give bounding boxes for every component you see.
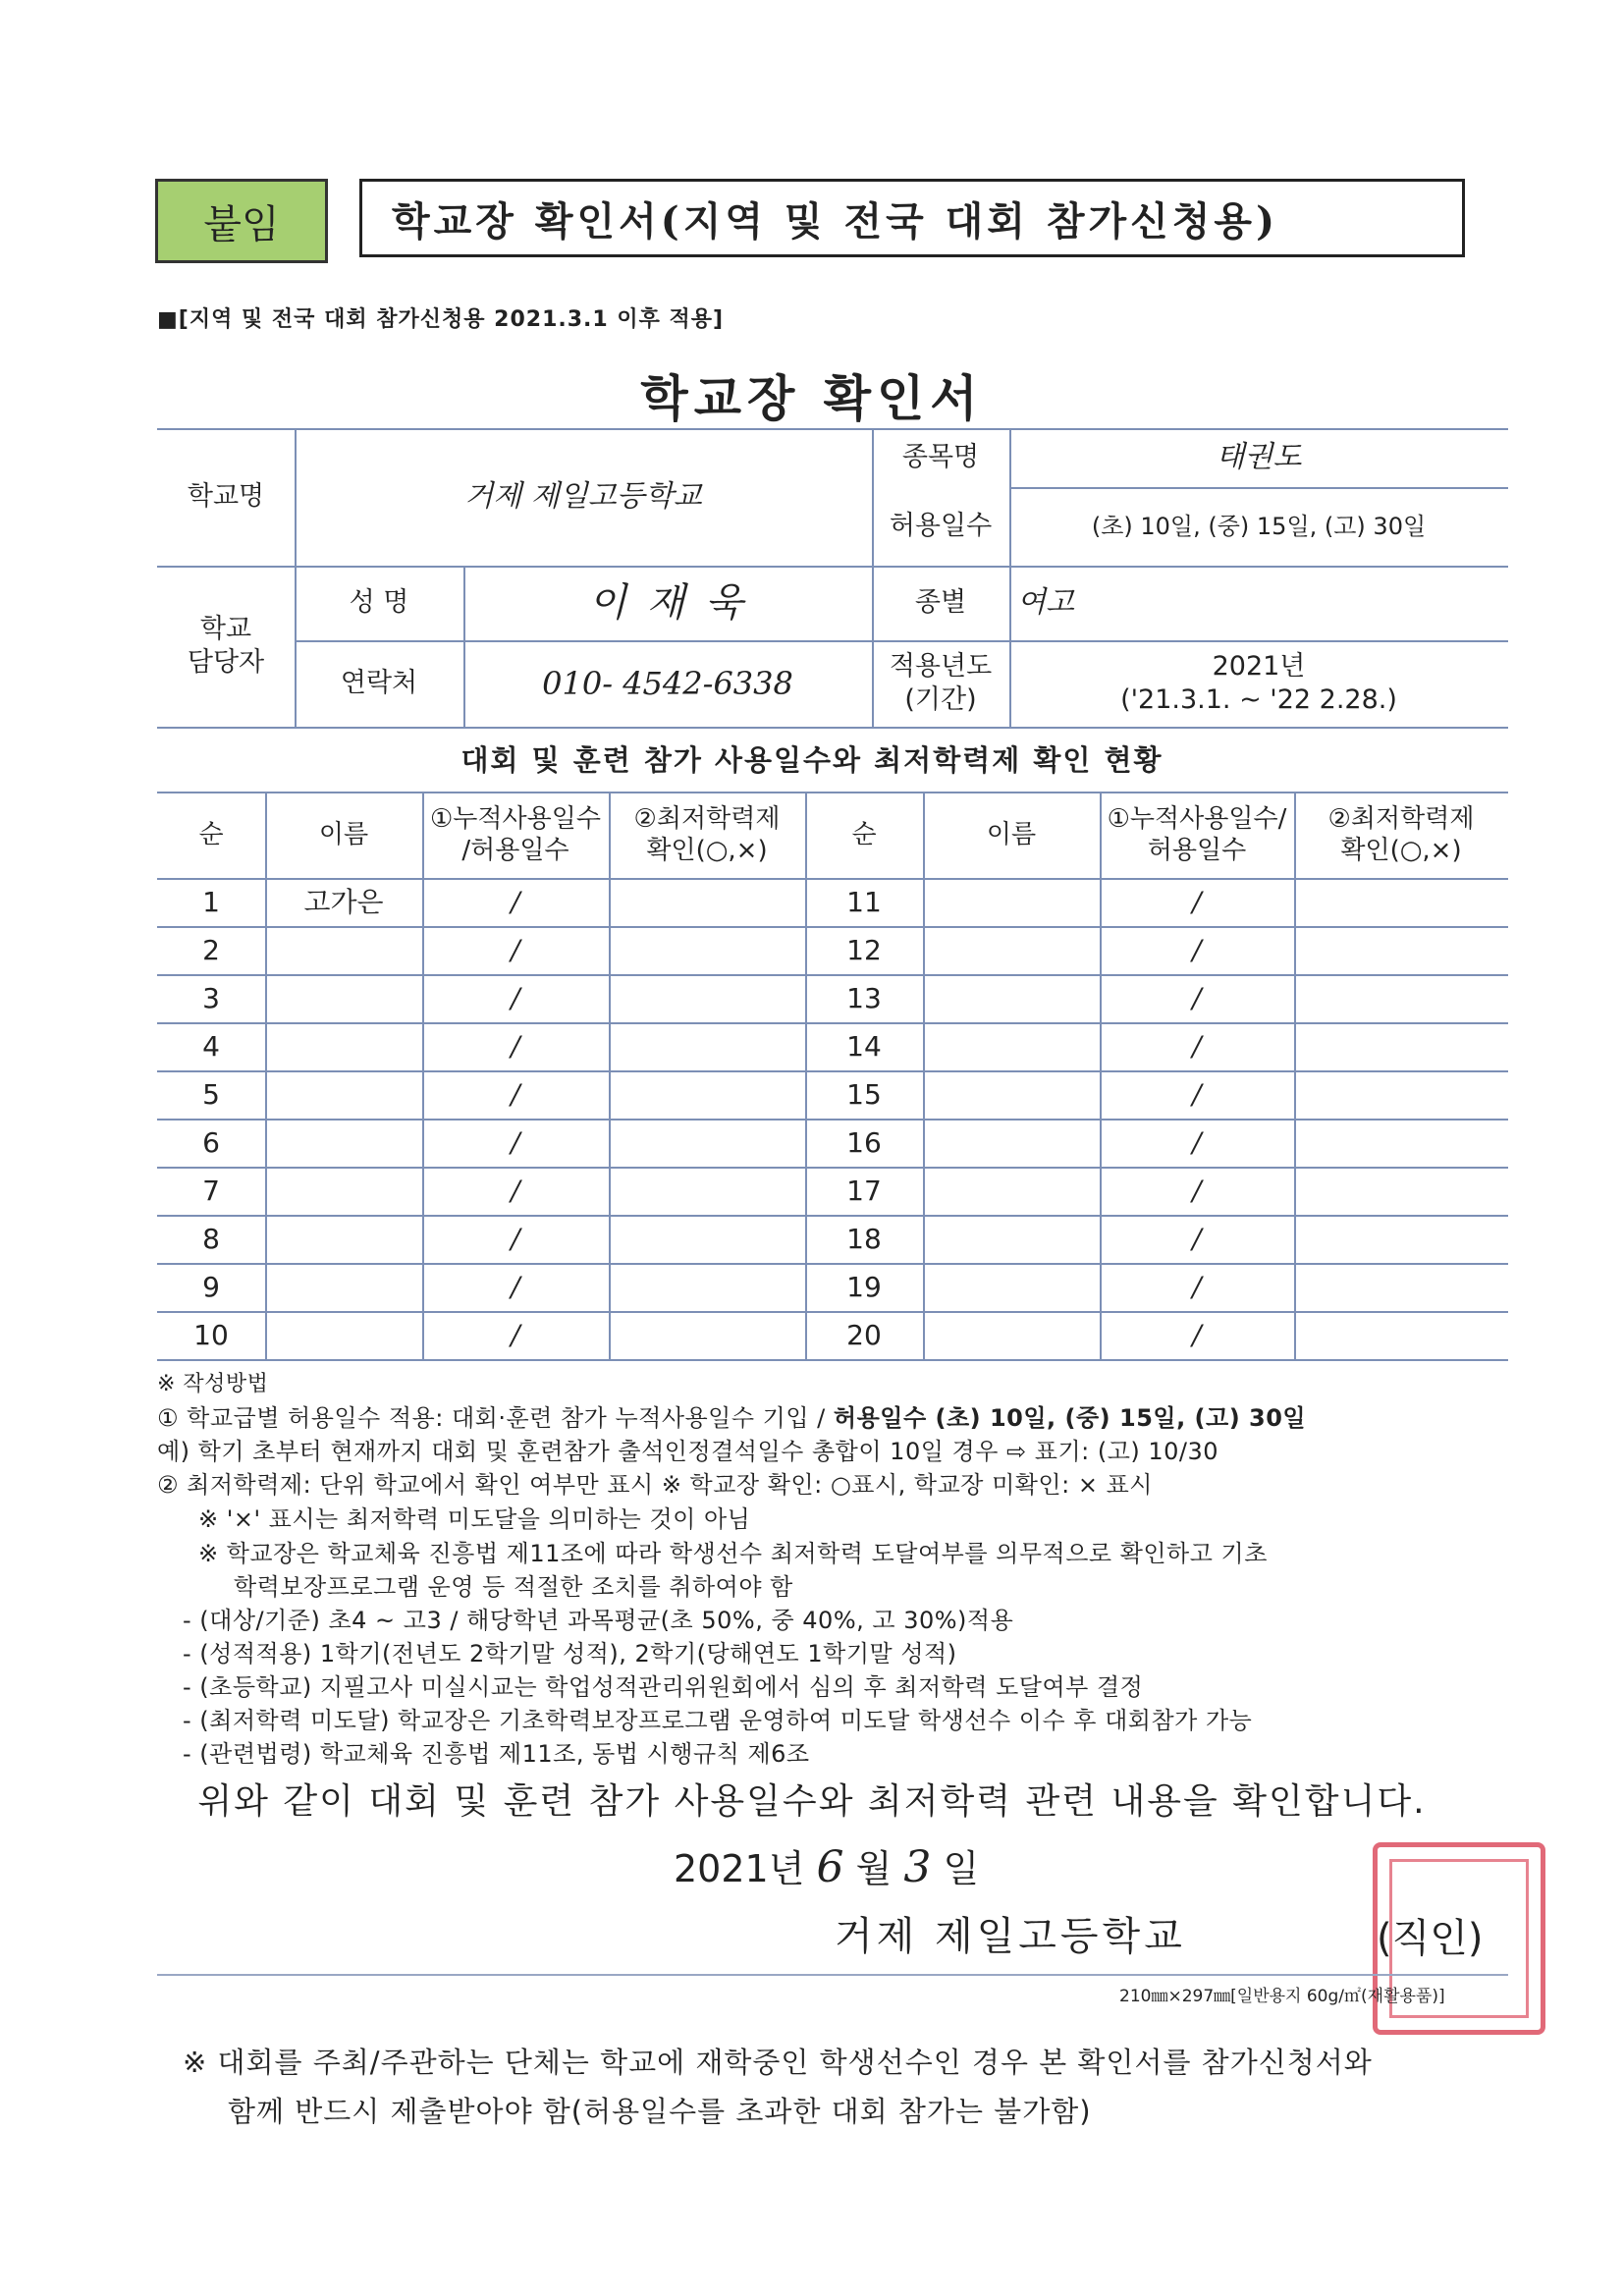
table-header-cell: 이름 [986,819,1037,849]
table-cell-name [265,1167,422,1215]
seal-label: (직인) [1377,1916,1484,1961]
table-cell-check2 [1294,1119,1508,1167]
instruction-line: ① 학교급별 허용일수 적용: 대회·훈련 참가 누적사용일수 기입 / 허용일수 (초) 10일, (중) 15일, (고) 30일 [157,1404,1307,1432]
instruction-line: - (관련법령) 학교체육 진흥법 제11조, 동법 시행규칙 제6조 [183,1740,810,1768]
instruction-line: - (성적적용) 1학기(전년도 2학기말 성적), 2학기(당해연도 1학기말 성적) [183,1640,957,1667]
table-cell-check [609,1263,805,1311]
table-cell-check [609,1119,805,1167]
instruction-line: - (최저학력 미도달) 학교장은 기초학력보장프로그램 운영하여 미도달 학생선수 이수 후 대회참가 가능 [183,1707,1253,1734]
apply-note: ■[지역 및 전국 대회 참가신청용 2021.3.1 이후 적용] [157,307,725,332]
table-cell-days2: / [1192,1078,1202,1111]
table-header-cell: ②최저학력제 확인(○,×) [633,803,781,865]
table-cell-name [265,974,422,1022]
table-cell-no2: 12 [846,934,882,966]
table-cell-name2 [923,1022,1100,1070]
status-title: 대회 및 훈련 참가 사용일수와 최저학력제 확인 현황 [460,743,1164,777]
info-rule [157,727,1508,729]
table-cell-days: / [511,982,520,1014]
table-header-cell: ①누적사용일수/ 허용일수 [1107,803,1287,865]
event-label: 종목명 [901,442,980,473]
table-cell-days2: / [1192,1223,1202,1255]
attachment-badge: 붙임 [155,179,328,263]
footer-note-line2: 함께 반드시 제출받아야 함(허용일수를 초과한 대회 참가는 불가함) [228,2095,1092,2128]
date-month-unit: 월 [855,1847,893,1890]
table-header-cell: ②최저학력제 확인(○,×) [1327,803,1475,865]
table-cell-check [609,974,805,1022]
table-cell-name [265,1022,422,1070]
signing-school: 거제 제일고등학교 [835,1914,1186,1959]
table-cell-no: 2 [202,934,220,966]
table-cell-check2 [1294,1167,1508,1215]
table-cell-days2: / [1192,1175,1202,1207]
table-cell-no2: 16 [846,1126,882,1159]
date-month: 6 [816,1842,844,1892]
table-cell-check [609,878,805,926]
instruction-line: ② 최저학력제: 단위 학교에서 확인 여부만 표시 ※ 학교장 확인: ○표시, 학교장 미확인: × 표시 [157,1471,1153,1499]
main-title: 학교장 확인서 [640,370,984,427]
table-cell-days: / [511,1223,520,1255]
table-cell-days2: / [1192,1319,1202,1351]
table-cell-name [265,1263,422,1311]
school-name-value: 거제 제일고등학교 [464,479,702,515]
manager-label: 학교 담당자 [187,614,265,678]
instruction-line: - (초등학교) 지필고사 미실시교는 학업성적관리위원회에서 심의 후 최저학력 도달여부 결정 [183,1673,1144,1701]
confirmation-statement: 위와 같이 대회 및 훈련 참가 사용일수와 최저학력 관련 내용을 확인합니다. [197,1781,1427,1822]
instruction-line: ※ '×' 표시는 최저학력 미도달을 의미하는 것이 아님 [198,1505,751,1533]
table-cell-days2: / [1192,886,1202,918]
table-cell-no2: 20 [846,1319,882,1351]
table-header-cell: 순 [851,819,877,849]
date-day-unit: 일 [943,1847,980,1890]
year-label: 적용년도 (기간) [889,651,993,715]
table-cell-check2 [1294,1263,1508,1311]
instruction-line: 학력보장프로그램 운영 등 적절한 조치를 취하여야 함 [234,1573,793,1601]
table-cell-name2 [923,1167,1100,1215]
instruction-line: 예) 학기 초부터 현재까지 대회 및 훈련참가 출석인정결석일수 총합이 10일 경우 ⇨ 표기: (고) 10/30 [157,1438,1219,1465]
paper-spec: 210㎜×297㎜[일반용지 60g/㎡(재활용품)] [1119,1987,1445,2006]
table-cell-days: / [511,1319,520,1351]
table-cell-name [265,1070,422,1119]
table-cell-no2: 18 [846,1223,882,1255]
table-cell-no2: 11 [846,886,882,918]
table-cell-check [609,1215,805,1263]
table-cell-name [265,1311,422,1359]
school-name-label: 학교명 [187,481,265,513]
table-cell-no2: 13 [846,982,882,1014]
table-cell-name: 고가은 [303,886,384,918]
table-cell-days2: / [1192,982,1202,1014]
table-cell-no: 8 [202,1223,220,1255]
table-cell-days: / [511,1271,520,1303]
table-cell-check [609,1167,805,1215]
table-cell-no2: 17 [846,1175,882,1207]
table-cell-no2: 14 [846,1030,882,1063]
table-cell-name2 [923,1070,1100,1119]
table-cell-no: 5 [202,1078,220,1111]
table-cell-days2: / [1192,1030,1202,1063]
table-cell-check [609,926,805,974]
table-cell-no: 4 [202,1030,220,1063]
table-cell-check2 [1294,878,1508,926]
table-cell-name2 [923,878,1100,926]
table-cell-name2 [923,1119,1100,1167]
table-cell-days2: / [1192,934,1202,966]
contact-value: 010- 4542-6338 [542,665,793,702]
year-value: 2021년 ('21.3.1. ~ '22 2.28.) [1120,651,1397,715]
table-cell-name [265,1215,422,1263]
table-cell-days2: / [1192,1271,1202,1303]
table-cell-days: / [511,934,520,966]
category-value: 여고 [1017,585,1074,621]
instruction-line: ※ 학교장은 학교체육 진흥법 제11조에 따라 학생선수 최저학력 도달여부를 의무적으로 확인하고 기초 [198,1540,1268,1567]
table-cell-check [609,1070,805,1119]
table-cell-name [265,1119,422,1167]
table-cell-name2 [923,1311,1100,1359]
table-cell-check2 [1294,926,1508,974]
date-year: 2021년 [674,1847,805,1890]
table-cell-no: 1 [202,886,220,918]
date-day: 3 [903,1842,932,1892]
table-cell-check2 [1294,1022,1508,1070]
contact-label: 연락처 [340,668,418,699]
table-cell-no: 10 [193,1319,229,1351]
table-cell-name2 [923,974,1100,1022]
allowed-days-value: (초) 10일, (중) 15일, (고) 30일 [1091,513,1427,540]
table-header-cell: 순 [198,819,224,849]
table-cell-days: / [511,1175,520,1207]
table-cell-no2: 15 [846,1078,882,1111]
table-cell-days: / [511,1078,520,1111]
table-cell-days: / [511,886,520,918]
form-title-box: 학교장 확인서(지역 및 전국 대회 참가신청용) [359,179,1465,257]
manager-name-value: 이 재 욱 [588,580,747,626]
table-cell-no: 7 [202,1175,220,1207]
table-cell-name2 [923,1215,1100,1263]
table-header-cell: ①누적사용일수 /허용일수 [429,803,601,865]
table-header-cell: 이름 [318,819,369,849]
manager-name-label: 성 명 [349,587,409,619]
table-cell-check [609,1022,805,1070]
instructions-heading: ※ 작성방법 [157,1372,269,1396]
table-cell-check2 [1294,1070,1508,1119]
footer-note-line1: ※ 대회를 주최/주관하는 단체는 학교에 재학중인 학생선수인 경우 본 확인서를 참가신청서와 [183,2046,1373,2079]
table-cell-name2 [923,926,1100,974]
table-cell-check [609,1311,805,1359]
table-cell-no: 6 [202,1126,220,1159]
table-cell-name2 [923,1263,1100,1311]
signing-date [674,1838,979,1892]
footer-rule [157,1974,1508,1976]
table-cell-check2 [1294,1215,1508,1263]
allowed-days-label: 허용일수 [889,511,993,542]
table-cell-days: / [511,1030,520,1063]
event-value: 태권도 [1216,440,1302,475]
table-cell-check2 [1294,1311,1508,1359]
category-label: 종별 [914,587,967,619]
table-cell-days2: / [1192,1126,1202,1159]
table-cell-days: / [511,1126,520,1159]
table-rule [157,1359,1508,1361]
table-cell-check2 [1294,974,1508,1022]
table-cell-no: 9 [202,1271,220,1303]
table-cell-no: 3 [202,982,220,1014]
instruction-line: - (대상/기준) 초4 ~ 고3 / 해당학년 과목평균(초 50%, 중 40%, 고 30%)적용 [183,1607,1014,1634]
table-cell-name [265,926,422,974]
table-cell-no2: 19 [846,1271,882,1303]
